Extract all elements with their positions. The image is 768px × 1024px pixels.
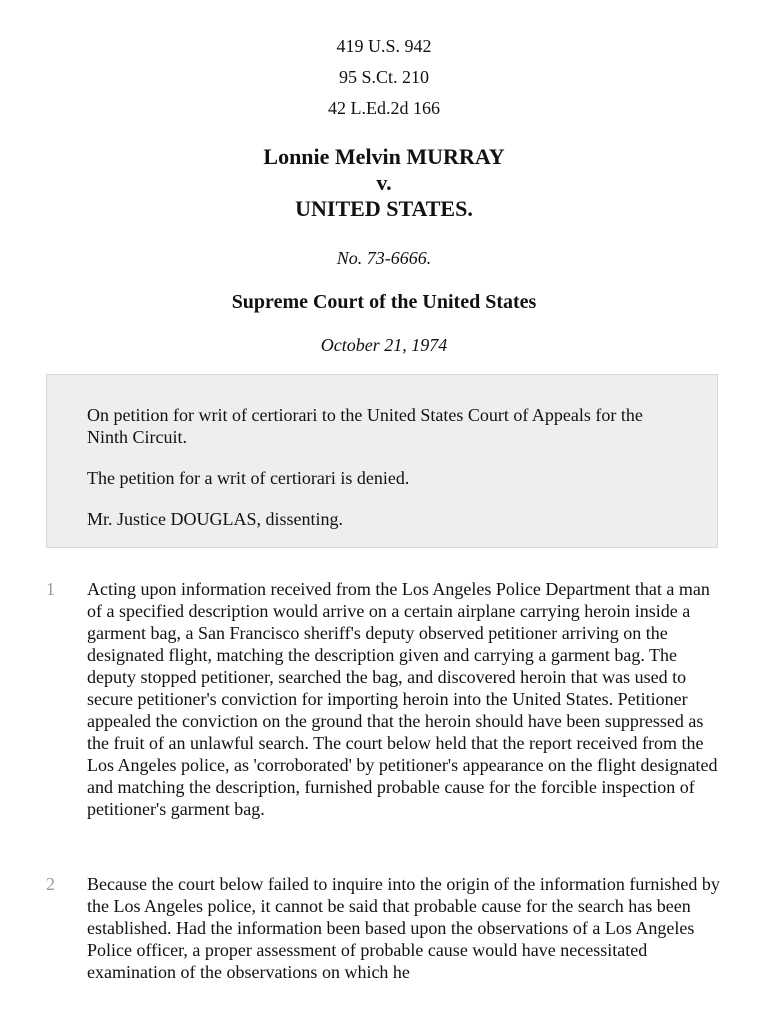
- paragraph-text: Because the court below failed to inquire into the origin of the information furnished by the Los Angeles police, it cannot be said that probable cause for the search has been established. Had the information been based upon the observations of a Los Angeles Police officer, a proper assessment of probable cause would have necessitated examination of the observations on which he: [87, 874, 720, 982]
- paragraph-text: Acting upon information received from the Los Angeles Police Department that a man of a specified description would arrive on a certain airplane carrying heroin inside a garment bag, a San Francisco sheriff's deputy observed petitioner arriving on the designated flight, matching the description given and carrying a garment bag. The deputy stopped petitioner, searched the bag, and discovered heroin that was used to secure petitioner's conviction for importing heroin into the United States. Petitioner appealed the conviction on the ground that the heroin should have been suppressed as the fruit of an unlawful search. The court below held that the report received from the Los Angeles police, as 'corroborated' by petitioner's appearance on the flight designated and matching the description, furnished probable cause for the forcible inspection of petitioner's garment bag.: [87, 579, 718, 819]
- citation-sct: 95 S.Ct. 210: [338, 67, 430, 87]
- citation-led: 42 L.Ed.2d 166: [328, 98, 440, 118]
- court-name: Supreme Court of the United States: [231, 291, 537, 313]
- paragraph-number: 1: [46, 579, 55, 599]
- docket-number: No. 73-6666.: [336, 248, 432, 268]
- dissent-heading: Mr. Justice DOUGLAS, dissenting.: [87, 509, 343, 529]
- versus-label: v.: [376, 170, 392, 195]
- case-title: [0, 144, 768, 222]
- petitioner-name: Lonnie Melvin MURRAY: [263, 144, 505, 169]
- respondent-name: UNITED STATES.: [295, 196, 473, 221]
- decision-date: October 21, 1974: [320, 335, 448, 355]
- summary-box: [46, 374, 718, 548]
- petition-text: On petition for writ of certiorari to the United States Court of Appeals for the Ninth Circuit.: [87, 405, 643, 447]
- citations: [0, 34, 768, 127]
- citation-us: 419 U.S. 942: [336, 36, 432, 56]
- paragraph-number: 2: [46, 874, 55, 894]
- disposition-text: The petition for a writ of certiorari is denied.: [87, 468, 410, 488]
